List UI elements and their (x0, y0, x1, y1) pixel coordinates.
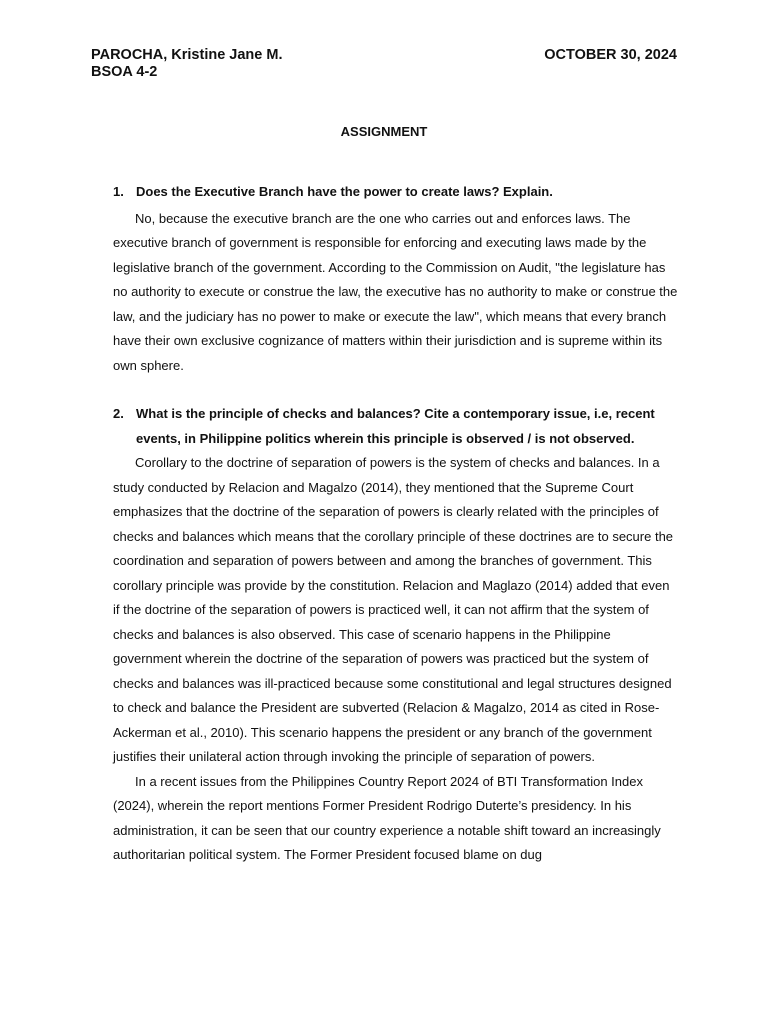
answer-paragraph: No, because the executive branch are the one who carries out and enforces laws. The executive branch of government is responsible for enforcing and executing laws made by the legislative branch of the government. According to the Commission on Audit, "the legislature has no authority to execute or construe the law, the executive has no authority to make or construe the law, and the judiciary has no power to make or execute the law", which means that every branch have their own exclusive cognizance of matters within their jurisdiction and is supreme within its own sphere. (113, 210, 678, 373)
question-text: Does the Executive Branch have the power to create laws? Explain. (136, 184, 553, 199)
page-title: ASSIGNMENT (340, 124, 428, 139)
answer-paragraph: Corollary to the doctrine of separation of powers is the system of checks and balances. In a study conducted by Relacion and Magalzo (2014), they mentioned that the Supreme Court emphasizes that the doctrine of the separation of powers is clearly related with the principles of checks and balances which means that the corollary principle of these doctrines are to secure the coordination and separation of powers between and among the branches of government. This corollary principle was provide by the constitution. Relacion and Maglazo (2014) added that even if the doctrine of the separation of powers is practiced well, it can not affirm that the system of checks and balances is also observed. This case of scenario happens in the Philippine government wherein the doctrine of the separation of powers was practiced but the system of checks and balances was ill-practiced because some constitutional and legal structures designed to check and balance the President are subverted (Relacion & Magalzo, 2014 as cited in Rose-Ackerman et al., 2010). This scenario happens the president or any branch of the government justifies their unilateral action through invoking the principle of separation of powers. (113, 455, 674, 764)
question-number: 1. (113, 184, 124, 199)
question-1 (113, 180, 679, 205)
spacer (113, 378, 679, 402)
submission-date: OCTOBER 30, 2024 (544, 47, 677, 63)
question-2 (113, 402, 679, 451)
student-name: PAROCHA, Kristine Jane M. (91, 47, 283, 63)
student-section: BSOA 4-2 (91, 64, 158, 80)
question-number: 2. (113, 406, 124, 421)
question-text: What is the principle of checks and balances? Cite a contemporary issue, i.e, recent events, in Philippine politics wherein this principle is observed / is not observed. (136, 406, 655, 446)
document-body (113, 180, 679, 868)
answer-paragraph: In a recent issues from the Philippines Country Report 2024 of BTI Transformation Index (2024), wherein the report mentions Former President Rodrigo Duterte’s presidency. In his administration, it can be seen that our country experience a notable shift toward an increasingly authoritarian political system. The Former President focused blame on dug (113, 773, 661, 862)
